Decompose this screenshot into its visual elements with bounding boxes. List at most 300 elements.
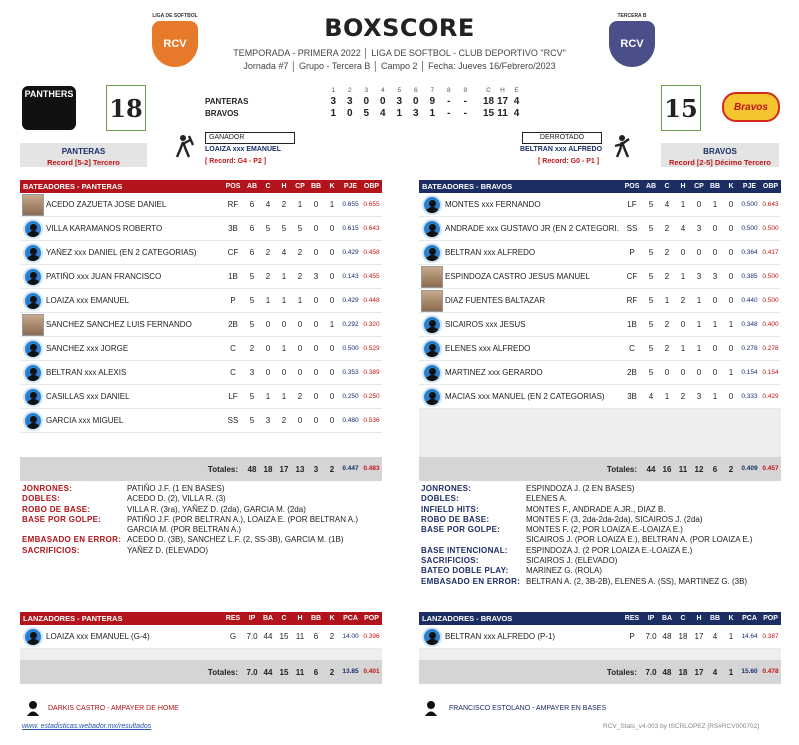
pitcher-icon [611,133,633,159]
inning-runs: - [447,107,451,119]
stat-cell: 0.353 [342,369,359,376]
stat-cell: LF [627,200,637,209]
stat-cell: 2 [680,392,686,401]
stat-cell: 0.480 [342,417,359,424]
column-header: RES [225,615,241,622]
umpire-icon [26,700,40,716]
loser-record: [ Record: G0 - P1 ] [538,158,600,165]
total-cell: 44 [263,667,273,677]
column-header: PJE [742,183,757,190]
stat-cell: 2 [664,344,670,353]
stat-cell: 0 [329,344,335,353]
stat-cell: 0 [313,368,319,377]
team-total: 4 [513,95,520,107]
player-avatar [20,290,46,312]
home-pitching-header [20,612,382,625]
stat-cell: 0.458 [363,249,380,256]
stat-cell: 1 [680,272,686,281]
stat-cell: 0 [329,368,335,377]
stat-cell: 0 [728,248,734,257]
total-cell: 18 [263,464,273,474]
player-icon [422,363,442,383]
stat-cell: 0 [265,320,271,329]
linescore [205,86,524,119]
stat-cell: 0.615 [342,225,359,232]
stat-cell: 4 [648,392,654,401]
column-header: POS [225,183,241,190]
inning-runs: 3 [330,95,337,107]
column-header: CP [295,183,305,190]
player-name: BELTRAN xxx ALFREDO (P-1) [445,632,556,641]
inning-runs: - [463,107,467,119]
player-name: LOAIZA xxx EMANUEL [46,296,130,305]
note-value: VILLA R. (3ra), YAÑEZ D. (2da), GARCIA M. (2da) [127,504,306,514]
stat-cell: 4 [680,224,686,233]
stat-cell: 2 [265,272,271,281]
away-pitching-header [419,612,781,625]
season-line: TEMPORADA - PRIMERA 2022 │ LIGA DE SOFTBOL - CLUB DEPORTIVO "RCV" [233,48,566,58]
player-name: LOAIZA xxx EMANUEL (G-4) [46,632,150,641]
stat-cell: P [629,248,635,257]
away-notes [421,484,781,587]
total-cell: 0.401 [363,667,380,675]
stat-cell: 2 [265,248,271,257]
stat-cell: 0.500 [741,201,758,208]
total-cell: 7.0 [246,667,258,677]
player-row [419,337,781,361]
umpire-icon [424,700,438,716]
note-line [421,525,781,535]
total-cell: 44 [646,464,656,474]
stat-cell: 17 [694,632,704,641]
stat-cell: 0.400 [762,321,779,328]
stat-cell: 0 [329,224,335,233]
player-row [20,289,382,313]
note-label: DOBLES: [421,494,460,504]
inning-runs: 1 [330,107,337,119]
stat-cell: 0 [297,320,303,329]
stat-cell: 0.529 [363,345,380,352]
player-avatar [419,626,445,648]
column-header: POP [763,615,778,622]
home-team-box [20,143,147,167]
player-avatar [20,362,46,384]
inning-number: 3 [364,87,369,94]
total-cell: 13 [295,464,305,474]
note-line [22,494,382,504]
stat-cell: 3 [249,368,255,377]
stat-cell: 0 [696,248,702,257]
stat-cell: 0 [728,296,734,305]
stat-cell: 0.278 [741,345,758,352]
stat-cell: 0.250 [363,393,380,400]
stat-cell: 14.64 [741,633,758,640]
stat-cell: LF [228,392,238,401]
inning-number: 6 [413,87,418,94]
column-header: PCA [343,615,358,622]
stat-cell: 0.655 [342,201,359,208]
player-icon [422,315,442,335]
stat-cell: 1 [696,296,702,305]
stat-cell: 6 [249,224,255,233]
note-line [22,484,382,494]
player-row [20,241,382,265]
totals-label: Totales: [207,464,238,474]
player-row [419,385,781,409]
note-value: SICAIROS J. (POR LOAIZA E.), BELTRAN A. (POR LOAIZA E.) [526,535,753,545]
player-row [419,241,781,265]
stat-cell: 2 [249,344,255,353]
total-cell: 15.60 [741,667,758,675]
player-avatar [20,266,46,288]
stat-cell: 3 [696,272,702,281]
player-avatar [419,386,445,408]
winner-label: GANADOR [209,134,245,141]
column-header: H [281,183,287,190]
note-label [22,525,127,535]
stat-cell: 0 [313,296,319,305]
player-avatar [20,386,46,408]
column-header: BB [310,183,322,190]
stat-cell: 2 [281,416,287,425]
stat-cell: 2 [329,632,335,641]
stat-cell: RF [626,296,638,305]
stat-cell: 0 [329,392,335,401]
stat-cell: 1 [696,344,702,353]
stat-cell: 0 [313,200,319,209]
player-name: CASILLAS xxx DANIEL [46,392,130,401]
stat-cell: 0.500 [762,297,779,304]
inning-runs: - [463,95,467,107]
note-value: GARCIA M. (POR BELTRAN A.) [127,525,242,535]
note-value: YAÑEZ D. (ELEVADO) [127,545,209,555]
note-line [22,505,382,515]
stat-cell: 0.500 [741,225,758,232]
player-avatar [419,338,445,360]
inning-number: 1 [331,87,336,94]
stat-cell: 1 [712,320,718,329]
column-header: BB [310,615,322,622]
stat-cell: 15 [279,632,289,641]
stat-cell: 0 [680,368,686,377]
total-cell: 48 [662,667,672,677]
note-value: MONTES F., ANDRADE A.JR., DIAZ B. [526,504,666,514]
column-header: OBP [762,183,779,190]
stat-cell: 2 [664,272,670,281]
column-header: BB [709,183,721,190]
column-header: CP [694,183,704,190]
player-icon [23,411,43,431]
note-label: BASE INTENCIONAL: [421,545,508,555]
note-label: ROBO DE BASE: [22,504,91,514]
column-header: C [680,615,686,622]
player-row [20,313,382,337]
note-line [421,535,781,545]
player-row [20,625,382,649]
total-cell: 11 [678,464,688,474]
home-batting-header [20,180,382,193]
away-batting-table [419,180,781,481]
stat-cell: 0.655 [363,201,380,208]
stat-cell: 1B [627,320,637,329]
stat-cell: 0.429 [342,249,359,256]
stat-cell: 6 [313,632,319,641]
stat-cell: 1 [281,344,287,353]
player-photo [22,314,44,336]
stat-cell: 0 [265,368,271,377]
note-value: ACEDO D. (2), VILLA R. (3) [127,494,226,504]
team-total: 15 [482,107,495,119]
player-avatar [20,194,46,216]
stat-cell: 0 [680,320,686,329]
stat-cell: 1 [281,296,287,305]
player-row [20,265,382,289]
stat-cell: 3B [627,392,637,401]
player-icon [23,339,43,359]
player-avatar [419,314,445,336]
player-row [419,313,781,337]
stat-cell: 0 [728,224,734,233]
total-cell: 6 [313,667,319,677]
stat-cell: 5 [648,320,654,329]
stat-cell: 0 [329,296,335,305]
stat-cell: 0.440 [741,297,758,304]
stat-cell: G [229,632,237,641]
note-line [421,494,781,504]
stat-cell: 2 [281,200,287,209]
note-line [421,556,781,566]
player-icon [23,291,43,311]
column-header: K [728,615,734,622]
player-row [419,289,781,313]
team-total: 17 [496,95,509,107]
team-total: 11 [497,107,508,119]
stat-cell: 6 [249,248,255,257]
stat-cell: 0.417 [762,249,779,256]
player-avatar [20,338,46,360]
player-photo [421,290,443,312]
player-avatar [419,266,445,288]
stat-cell: 4 [265,200,271,209]
inning-runs: 1 [429,107,436,119]
winner-name: LOAIZA xxx EMANUEL [205,146,281,153]
total-cell: 17 [279,464,289,474]
player-icon [23,363,43,383]
total-label: E [514,87,519,94]
stat-cell: 5 [249,272,255,281]
stat-cell: 44 [263,632,273,641]
note-line [22,525,382,535]
stat-cell: 2 [664,224,670,233]
stat-cell: 0 [329,416,335,425]
stat-cell: 1 [680,344,686,353]
stats-link[interactable]: www. estadisticas.webador.mx/resultados [22,723,152,730]
stat-cell: 0.429 [762,393,779,400]
player-name: SANCHEZ SANCHEZ LUIS FERNANDO [46,320,192,329]
stat-cell: 0.500 [342,345,359,352]
stat-cell: SS [626,224,638,233]
total-cell: 0.457 [762,464,779,472]
player-name: VILLA KARAMANOS ROBERTO [46,224,163,233]
stat-cell: 0 [297,368,303,377]
player-icon [422,243,442,263]
stat-cell: 0.500 [762,225,779,232]
stat-cell: 0.643 [762,201,779,208]
stat-cell: 0 [728,344,734,353]
game-info-line: Jornada #7 │ Grupo - Tercera B │ Campo 2 │ Fecha: Jueves 16/Febrero/2023 [243,61,556,71]
note-value: MONTES F. (2, POR LOAIZA E.-LOAIZA E.) [526,525,683,535]
note-value: PATIÑO J.F. (1 EN BASES) [127,484,225,493]
away-batting-title: BATEADORES - BRAVOS [422,182,513,191]
player-avatar [20,218,46,240]
stat-cell: 0.154 [762,369,779,376]
stat-cell: 1 [664,296,670,305]
note-line [421,546,781,556]
inning-number: 5 [397,87,402,94]
stat-cell: P [629,632,635,641]
bravos-logo-text: Bravos [734,101,768,113]
stat-cell: 0.643 [363,225,380,232]
stat-cell: 48 [662,632,672,641]
total-cell: 11 [295,667,305,677]
stat-cell: 0 [696,200,702,209]
stat-cell: 0.396 [363,633,380,640]
stat-cell: 5 [648,296,654,305]
stat-cell: 7.0 [246,632,258,641]
column-header: H [696,615,702,622]
bravos-logo [722,92,780,122]
stat-cell: 5 [648,248,654,257]
stat-cell: C [629,344,635,353]
totals-label: Totales: [207,667,238,677]
note-line [421,515,781,525]
player-icon [422,339,442,359]
total-cell: 0.483 [363,464,380,472]
total-cell: 2 [329,464,335,474]
column-header: IP [248,615,256,622]
stat-cell: 1 [281,392,287,401]
inning-number: 7 [430,87,435,94]
total-cell: 13.85 [342,667,359,675]
stat-cell: 0.278 [762,345,779,352]
umpire-home: DARKIS CASTRO - AMPAYER DE HOME [48,705,179,712]
column-header: K [329,183,335,190]
note-value: ACEDO D. (3B), SANCHEZ L.F. (2, SS-3B), GARCIA M. (1B) [127,535,344,545]
player-name: BELTRAN xxx ALEXIS [46,368,127,377]
note-value: BELTRAN A. (2, 3B-2B), ELENES A. (SS), MARTINEZ G. (3B) [526,576,748,586]
away-batting-filler [419,409,781,457]
stat-cell: 14.00 [342,633,359,640]
player-avatar [20,410,46,432]
stat-cell: 4 [664,200,670,209]
logo-text: RCV [620,38,644,50]
linescore-team: PANTERAS [205,96,249,106]
stat-cell: 3B [228,224,238,233]
away-pitching-totals [419,660,781,684]
column-header: AB [645,183,657,190]
total-cell: 0.478 [762,667,779,675]
home-batting-title: BATEADORES - PANTERAS [23,182,123,191]
stat-cell: 1 [728,632,734,641]
player-row [20,409,382,433]
stat-cell: 2B [627,368,637,377]
inning-runs: 5 [363,107,370,119]
inning-runs: 0 [363,95,370,107]
total-cell: 18 [678,667,688,677]
away-batting-totals [419,457,781,481]
player-icon [23,387,43,407]
column-header: BA [262,615,274,622]
inning-runs: 1 [396,107,403,119]
home-score: 18 [106,85,146,131]
stat-cell: 1 [265,296,271,305]
stat-cell: 0.364 [741,249,758,256]
player-icon [422,219,442,239]
linescore-row [205,95,524,107]
column-header: POS [624,183,640,190]
panteras-logo-text: PANTHERS [24,89,74,99]
player-row [20,385,382,409]
stat-cell: 0 [265,344,271,353]
total-cell: 7.0 [645,667,657,677]
player-icon [23,627,43,647]
inning-number: 2 [347,87,352,94]
stat-cell: C [230,368,236,377]
total-cell: 15 [279,667,289,677]
player-name: MACIAS xxx MANUEL (EN 2 CATEGORIAS) [445,392,605,401]
stat-cell: 5 [648,272,654,281]
note-line [421,505,781,515]
stat-cell: C [230,344,236,353]
version-text: RCV_Stats_v4.003 by ISCRLOPEZ [RS#RCV000702] [603,723,760,730]
totals-label: Totales: [606,464,637,474]
stat-cell: 5 [249,392,255,401]
stat-cell: 0 [728,272,734,281]
player-name: DIAZ FUENTES BALTAZAR [445,296,546,305]
stat-cell: 0 [281,320,287,329]
stat-cell: 1 [728,320,734,329]
column-header: H [680,183,686,190]
player-avatar [419,242,445,264]
linescore-row [205,107,524,119]
note-label: SACRIFICIOS: [421,556,479,566]
stat-cell: SS [227,416,239,425]
note-label: EMBASADO EN ERROR: [22,535,122,545]
note-line [421,566,781,576]
player-name: SICAIROS xxx JESUS [445,320,526,329]
column-header: PJE [343,183,358,190]
note-label: BASE POR GOLPE: [421,525,501,535]
total-cell: 17 [694,667,704,677]
stat-cell: 3 [696,392,702,401]
column-header: IP [647,615,655,622]
team-total: 18 [482,95,495,107]
total-label: H [500,87,505,94]
stat-cell: 2 [664,320,670,329]
home-pitching-table [20,612,382,684]
player-row [20,337,382,361]
note-line [421,577,781,587]
stat-cell: 11 [295,632,305,641]
umpire-bases: FRANCISCO ESTOLANO - AMPAYER EN BASES [449,705,607,712]
away-team-name: BRAVOS [703,147,737,156]
away-batting-header [419,180,781,193]
stat-cell: 0.348 [741,321,758,328]
player-name: MONTES xxx FERNANDO [445,200,541,209]
stat-cell: 1 [712,392,718,401]
inning-number: 4 [380,87,385,94]
player-row [419,265,781,289]
